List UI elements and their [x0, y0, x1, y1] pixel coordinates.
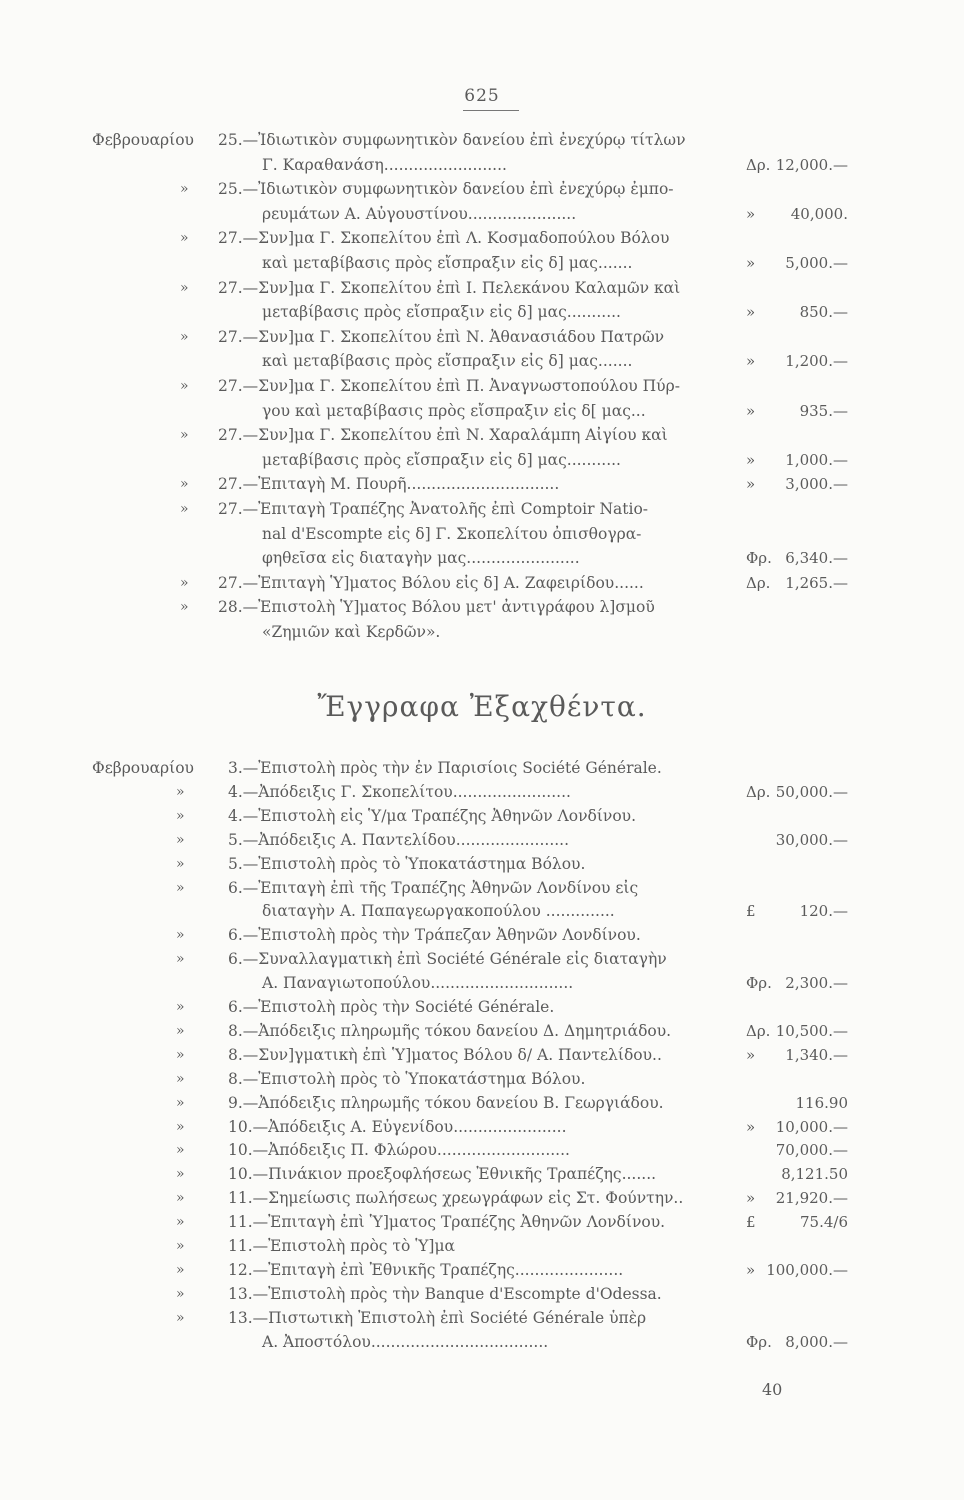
- currency-mark: »: [746, 450, 756, 469]
- entry-amount: 6,340.—: [785, 549, 848, 568]
- ditto-mark: »: [176, 1238, 185, 1254]
- ditto-mark: »: [176, 1022, 185, 1039]
- ditto-mark: »: [176, 1190, 185, 1207]
- entry-text: 28.—Ἐπιστολὴ Ὑ]ματος Βόλου μετ' ἀντιγράφου λ]σμοῦ: [218, 598, 655, 617]
- ditto-mark: »: [180, 378, 189, 394]
- currency-mark: »: [746, 1045, 756, 1064]
- entry-text: 8.—Συν]γματικὴ ἐπὶ Ὑ]ματος Βόλου δ/ Α. Παντελίδου..: [228, 1045, 662, 1064]
- entry-text: 27.—Συν]μα Γ. Σκοπελίτου ἐπὶ Λ. Κοσμαδοπούλου Βόλου: [218, 229, 670, 248]
- ditto-mark: »: [176, 879, 185, 896]
- entry-text: 10.—Πινάκιον προεξοφλήσεως Ἐθνικῆς Τραπέζης.......: [228, 1165, 657, 1184]
- entry-amount: 935.—: [799, 401, 848, 420]
- entry-text: φηθεῖσα εἰς διαταγὴν μας.......................: [262, 549, 580, 568]
- entry-text: 27.—Ἐπιταγὴ Μ. Πουρῆ...............................: [218, 475, 560, 494]
- entry-text: 12.—Ἐπιταγὴ ἐπὶ Ἐθνικῆς Τραπέζης......................: [228, 1260, 624, 1279]
- entry-amount: 50,000.—: [775, 782, 848, 801]
- entry-amount: 100,000.—: [766, 1260, 848, 1279]
- ditto-mark: »: [176, 1285, 185, 1302]
- entry-text: 5.—Ἐπιστολὴ πρὸς τὸ Ὑποκατάστημα Βόλου.: [228, 854, 586, 873]
- ditto-mark: »: [176, 1309, 185, 1326]
- entry-amount: 21,920.—: [775, 1189, 848, 1208]
- ditto-mark: »: [176, 1142, 185, 1159]
- entry-text: 5.—Ἀπόδειξις Α. Παντελίδου.......................: [228, 830, 570, 849]
- entry-text: μεταβίβασις πρὸς εἴσπραξιν εἰς δ] μας...........: [262, 450, 621, 469]
- page-number: 625: [464, 86, 500, 106]
- entry-amount: 1,200.—: [785, 352, 848, 371]
- entry-amount: 1,000.—: [785, 450, 848, 469]
- entry-text: γου καὶ μεταβίβασις πρὸς εἴσπραξιν εἰς δ[ μας...: [262, 401, 646, 420]
- entry-amount: 8,121.50: [781, 1165, 848, 1184]
- entry-text: 4.—Ἐπιστολὴ εἰς Ὑ/μα Τραπέζης Ἀθηνῶν Λονδίνου.: [228, 806, 637, 825]
- entry-text: μεταβίβασις πρὸς εἴσπραξιν εἰς δ] μας...........: [262, 303, 621, 322]
- currency-mark: »: [746, 475, 756, 494]
- currency-mark: Φρ.: [746, 549, 772, 568]
- page-number-rule: [463, 110, 519, 111]
- currency-mark: »: [746, 401, 756, 420]
- currency-mark: »: [746, 254, 756, 272]
- currency-mark: Δρ.: [746, 1021, 771, 1040]
- entry-amount: 850.—: [799, 303, 848, 322]
- entry-text: «Ζημιῶν καὶ Κερδῶν».: [262, 623, 441, 641]
- currency-mark: Δρ.: [746, 573, 771, 592]
- entry-text: 27.—Συν]μα Γ. Σκοπελίτου ἐπὶ Π. Ἀναγνωστοπούλου Πύρ-: [218, 377, 680, 395]
- currency-mark: Δρ.: [746, 155, 771, 174]
- ditto-mark: »: [176, 807, 185, 824]
- entry-text: 10.—Ἀπόδειξις Π. Φλώρου...........................: [228, 1141, 570, 1160]
- entry-text: 13.—Ἐπιστολὴ πρὸς τὴν Banque d'Escompte d'Odessa.: [228, 1284, 662, 1303]
- entry-amount: 75.4/6: [800, 1213, 848, 1232]
- entry-text: 6.—Ἐπιταγὴ ἐπὶ τῆς Τραπέζης Ἀθηνῶν Λονδίνου εἰς: [228, 878, 639, 897]
- entry-amount: 10,000.—: [775, 1117, 848, 1136]
- entry-amount: 3,000.—: [785, 475, 848, 494]
- entry-amount: 1,265.—: [785, 573, 848, 592]
- entry-text: 27.—Συν]μα Γ. Σκοπελίτου ἐπὶ Ι. Πελεκάνου Καλαμῶν καὶ: [218, 278, 681, 297]
- currency-mark: Δρ.: [746, 782, 771, 801]
- entry-text: 11.—Ἐπιστολὴ πρὸς τὸ Ὑ]μα: [228, 1237, 456, 1255]
- ditto-mark: »: [176, 927, 185, 944]
- entry-amount: 2,300.—: [785, 974, 848, 993]
- ditto-mark: »: [176, 783, 185, 800]
- entry-text: nal d'Escompte εἰς δ] Γ. Σκοπελίτου ὀπισθογρα-: [262, 524, 642, 543]
- entry-text: 6.—Ἐπιστολὴ πρὸς τὴν Τράπεζαν Ἀθηνῶν Λονδίνου.: [228, 926, 641, 945]
- ditto-mark: »: [180, 279, 189, 296]
- ditto-mark: »: [176, 1070, 185, 1087]
- ditto-mark: »: [176, 951, 185, 968]
- entry-text: Α. Ἀποστόλου....................................: [262, 1332, 549, 1351]
- entry-text: 11.—Σημείωσις πωλήσεως χρεωγράφων εἰς Στ. Φούντην..: [228, 1189, 684, 1208]
- entry-text: 6.—Συναλλαγματικὴ ἐπὶ Société Générale εἰς διαταγὴν: [228, 950, 667, 969]
- entry-text: 9.—Ἀπόδειξις πληρωμῆς τόκου δανείου Β. Γεωργιάδου.: [228, 1093, 664, 1112]
- ditto-mark: »: [176, 1046, 185, 1063]
- entry-text: 4.—Ἀπόδειξις Γ. Σκοπελίτου........................: [228, 782, 571, 801]
- ditto-mark: »: [176, 1214, 185, 1231]
- currency-mark: Φρ.: [746, 974, 772, 993]
- entry-amount: 12,000.—: [775, 155, 848, 174]
- currency-mark: »: [746, 1260, 756, 1279]
- currency-mark: »: [746, 1189, 756, 1208]
- entry-text: 8.—Ἀπόδειξις πληρωμῆς τόκου δανείου Δ. Δημητριάδου.: [228, 1021, 672, 1040]
- entry-amount: 5,000.—: [785, 254, 848, 272]
- entry-text: 25.—Ἰδιωτικὸν συμφωνητικὸν δανείου ἐπὶ ἐνεχύρῳ τίτλων: [218, 131, 686, 149]
- entry-amount: 1,340.—: [785, 1045, 848, 1064]
- ditto-mark: »: [176, 1166, 185, 1183]
- ditto-mark: »: [180, 230, 189, 247]
- ditto-mark: »: [180, 501, 189, 517]
- entry-text: 27.—Ἐπιταγὴ Ὑ]ματος Βόλου εἰς δ] Α. Ζαφειρίδου......: [218, 573, 644, 592]
- entry-text: 27.—Συν]μα Γ. Σκοπελίτου ἐπὶ Ν. Ἀθανασιάδου Πατρῶν: [218, 327, 665, 346]
- ditto-mark: »: [180, 427, 189, 444]
- entry-text: 8.—Ἐπιστολὴ πρὸς τὸ Ὑποκατάστημα Βόλου.: [228, 1069, 586, 1088]
- ditto-mark: »: [176, 1118, 185, 1135]
- ditto-mark: »: [180, 599, 189, 616]
- entry-text: 13.—Πιστωτικὴ Ἐπιστολὴ ἐπὶ Société Générale ὑπὲρ: [228, 1308, 647, 1327]
- entry-amount: 116.90: [795, 1093, 848, 1112]
- entry-text: 11.—Ἐπιταγὴ ἐπὶ Ὑ]ματος Τραπέζης Ἀθηνῶν Λονδίνου.: [228, 1213, 666, 1232]
- entry-amount: 40,000.: [790, 204, 848, 223]
- catchword: 40: [762, 1380, 783, 1399]
- currency-mark: £: [746, 902, 756, 921]
- entry-text: καὶ μεταβίβασις πρὸς εἴσπραξιν εἰς δ] μας.......: [262, 254, 633, 272]
- currency-mark: »: [746, 204, 756, 223]
- ditto-mark: »: [176, 1094, 185, 1111]
- currency-mark: £: [746, 1213, 756, 1232]
- ditto-mark: »: [180, 574, 189, 591]
- entry-text: ρευμάτων Α. Αὐγουστίνου......................: [262, 204, 577, 223]
- currency-mark: »: [746, 303, 756, 322]
- month-label: Φεβρουαρίου: [92, 759, 194, 777]
- entry-text: Α. Παναγιωτοπούλου.............................: [262, 974, 574, 993]
- currency-mark: »: [746, 1117, 756, 1136]
- ditto-mark: »: [180, 476, 189, 493]
- currency-mark: Φρ.: [746, 1332, 772, 1351]
- month-label: Φεβρουαρίου: [92, 131, 194, 149]
- entry-text: 3.—Ἐπιστολὴ πρὸς τὴν ἐν Παρισίοις Société Générale.: [228, 759, 662, 777]
- ditto-mark: »: [176, 855, 185, 872]
- entry-text: καὶ μεταβίβασις πρὸς εἴσπραξιν εἰς δ] μας.......: [262, 352, 633, 371]
- entry-text: 27.—Ἐπιταγὴ Τραπέζης Ἀνατολῆς ἐπὶ Comptoir Natio-: [218, 500, 649, 518]
- section-heading: Ἔγγραφα Ἐξαχθέντα.: [317, 690, 647, 723]
- ditto-mark: »: [176, 1261, 185, 1278]
- ditto-mark: »: [176, 999, 185, 1015]
- entry-text: 6.—Ἐπιστολὴ πρὸς τὴν Société Générale.: [228, 998, 555, 1016]
- entry-amount: 10,500.—: [775, 1021, 848, 1040]
- currency-mark: »: [746, 352, 756, 371]
- entry-text: 27.—Συν]μα Γ. Σκοπελίτου ἐπὶ Ν. Χαραλάμπη Αἰγίου καὶ: [218, 426, 668, 445]
- entry-amount: 30,000.—: [775, 830, 848, 849]
- entry-amount: 70,000.—: [775, 1141, 848, 1160]
- entry-text: 10.—Ἀπόδειξις Α. Εὐγενίδου.......................: [228, 1117, 567, 1136]
- entry-text: 25.—Ἰδιωτικὸν συμφωνητικὸν δανείου ἐπὶ ἐνεχύρῳ ἐμπο-: [218, 180, 674, 199]
- ditto-mark: »: [176, 831, 185, 848]
- ditto-mark: »: [180, 181, 189, 198]
- entry-text: Γ. Καραθανάση.........................: [262, 155, 507, 174]
- entry-text: διαταγὴν Α. Παπαγεωργακοπούλου ..............: [262, 902, 615, 921]
- entry-amount: 120.—: [799, 902, 848, 921]
- ditto-mark: »: [180, 328, 189, 345]
- entry-amount: 8,000.—: [785, 1332, 848, 1351]
